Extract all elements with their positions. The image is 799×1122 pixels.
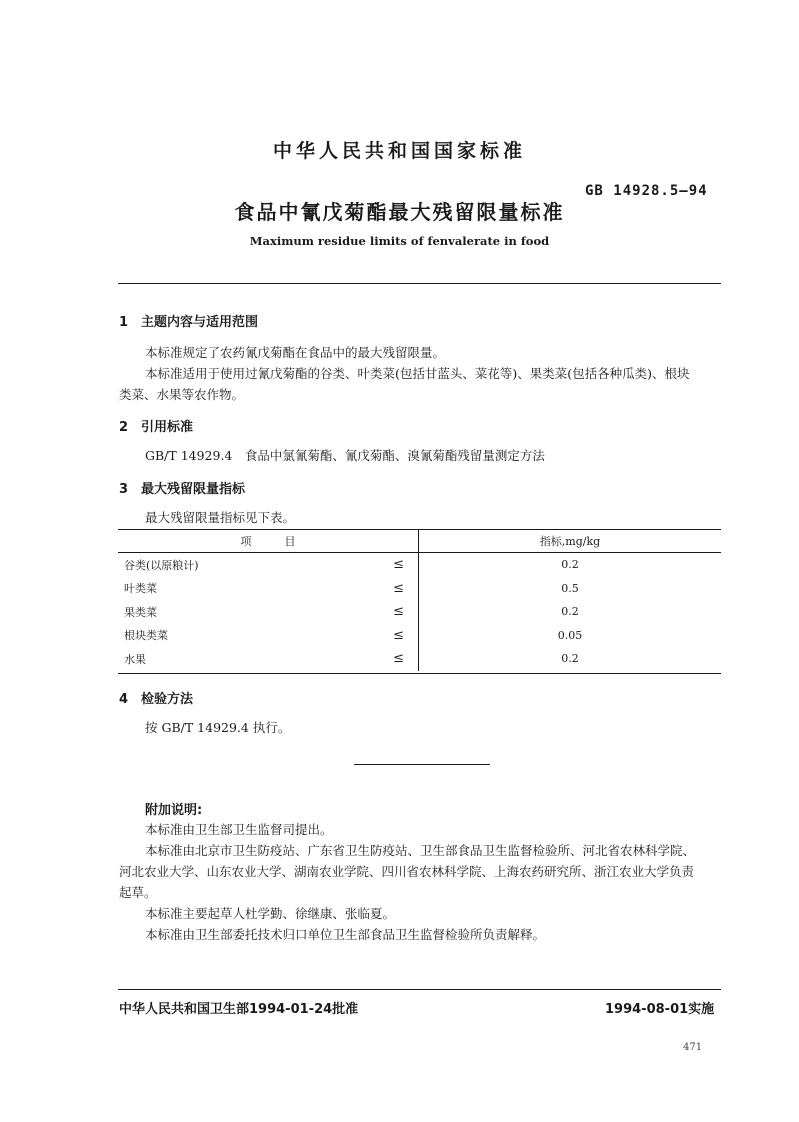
document-title: 食品中氰戊菊酯最大残留限量标准 (234, 200, 565, 224)
table-row (118, 600, 721, 624)
footer-rule (118, 989, 721, 990)
row-symbol: ≤ (346, 553, 418, 577)
row-item: 根块类菜 (124, 629, 168, 643)
test-method-text: 按 GB/T 14929.4 执行。 (145, 720, 291, 735)
row-item: 果类菜 (124, 605, 157, 619)
table-row (118, 577, 721, 601)
section-1-para-2-cont: 类菜、水果等农作物。 (119, 387, 245, 402)
appendix-line-2a: 本标准由北京市卫生防疫站、广东省卫生防疫站、卫生部食品卫生监督检验所、河北省农林科学院、 (145, 843, 696, 858)
row-value: 0.5 (561, 581, 579, 595)
section-3-intro: 最大残留限量指标见下表。 (145, 510, 296, 525)
residue-limits-table (118, 530, 721, 671)
org-title: 中华人民共和国国家标准 (272, 140, 526, 162)
row-value: 0.2 (561, 558, 579, 572)
section-1-para-1: 本标准规定了农药氰戊菊酯在食品中的最大残留限量。 (145, 345, 446, 360)
english-title: Maximum residue limits of fenvalerate in food (249, 234, 550, 248)
approval-date: 中华人民共和国卫生部1994-01-24批准 (119, 1002, 359, 1017)
column-header-item: 项 目 (118, 530, 419, 553)
row-item: 谷类(以原粮计) (124, 558, 199, 572)
row-symbol: ≤ (346, 647, 418, 671)
row-value: 0.05 (557, 628, 583, 642)
section-2-heading: 2 引用标准 (119, 420, 194, 435)
row-symbol: ≤ (346, 624, 418, 648)
header-rule (118, 283, 721, 284)
table-row (118, 553, 721, 577)
row-symbol: ≤ (346, 600, 418, 624)
row-symbol: ≤ (346, 577, 418, 601)
appendix-line-1: 本标准由卫生部卫生监督司提出。 (145, 822, 333, 837)
appendix-line-4: 本标准由卫生部委托技术归口单位卫生部食品卫生监督检验所负责解释。 (145, 927, 546, 942)
standard-number: GB 14928.5—94 (585, 183, 708, 199)
section-3-heading: 3 最大残留限量指标 (119, 482, 246, 497)
section-1-heading: 1 主题内容与适用范围 (119, 315, 259, 330)
referenced-standard: GB/T 14929.4 食品中氯氰菊酯、氰戊菊酯、溴氰菊酯残留量测定方法 (145, 448, 545, 463)
table-bottom-rule (118, 673, 721, 674)
row-item: 水果 (124, 652, 146, 666)
column-header-value: 指标,mg/kg (419, 530, 722, 553)
appendix-line-2b: 河北农业大学、山东农业大学、湖南农业学院、四川省农林科学院、上海农药研究所、浙江农业大学负责 (119, 864, 695, 879)
page-number: 471 (683, 1042, 703, 1053)
appendix-line-3: 本标准主要起草人杜学勤、徐继康、张临夏。 (145, 906, 396, 921)
section-1-para-2: 本标准适用于使用过氰戊菊酯的谷类、叶类菜(包括甘蓝头、菜花等)、果类菜(包括各种瓜类)、根块 (145, 366, 690, 381)
table-header-row (118, 530, 721, 553)
table-row (118, 647, 721, 671)
row-item: 叶类菜 (124, 582, 157, 596)
row-value: 0.2 (561, 605, 579, 619)
table-row (118, 624, 721, 648)
end-rule (354, 764, 490, 765)
effective-date: 1994-08-01实施 (605, 1002, 715, 1017)
section-4-heading: 4 检验方法 (119, 692, 194, 707)
row-value: 0.2 (561, 652, 579, 666)
appendix-heading: 附加说明: (145, 803, 203, 818)
appendix-line-2c: 起草。 (119, 885, 157, 900)
